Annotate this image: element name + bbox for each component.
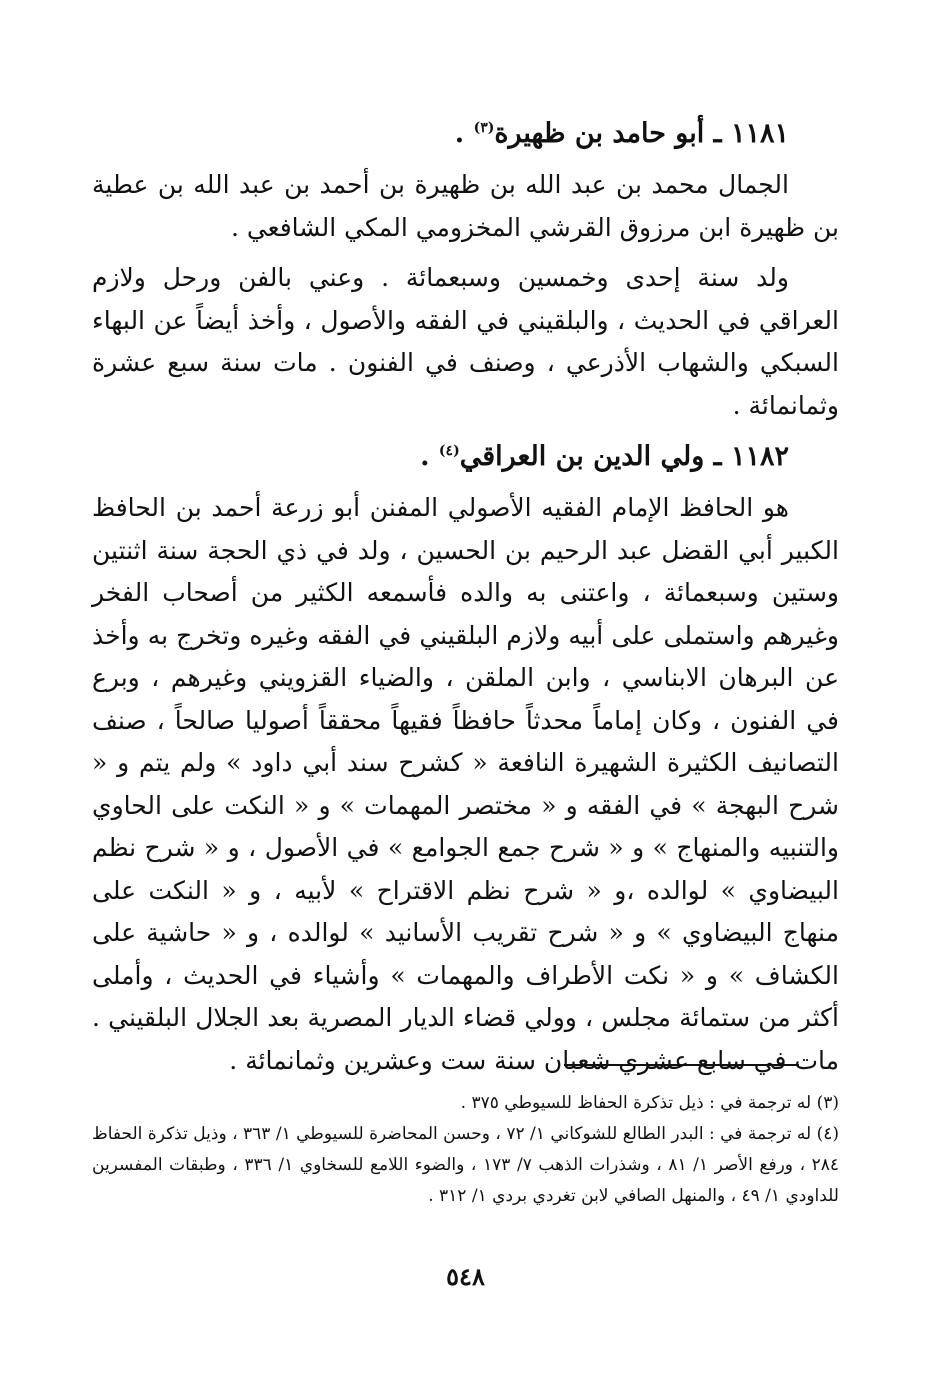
entry-paragraph: ولد سنة إحدى وخمسين وسبعمائة . وعني بالفن ورحل ولازم العراقي في الحديث ، والبلقيني في الفقه والأصول ، وأخذ أيضاً عن البهاء السبكي والشهاب الأذرعي ، وصنف في الفنون . مات سنة سبع عشرة وثمانمائة .: [92, 263, 839, 420]
main-text: [92, 112, 839, 1090]
entry-heading: [92, 112, 839, 156]
page-number: ٥٤٨: [446, 1262, 485, 1291]
footnote-ref: (٤): [438, 443, 460, 459]
footnote-divider: [564, 1064, 799, 1066]
footnotes: [92, 1088, 839, 1212]
heading-end: .: [420, 441, 439, 472]
footnote-ref: (٣): [473, 120, 495, 136]
entry-heading-text: ١١٨٢ ـ ولي الدين بن العراقي: [459, 441, 789, 472]
footnote: (٤) له ترجمة في : البدر الطالع للشوكاني ١/ ٧٢ ، وحسن المحاضرة للسيوطي ١/ ٣٦٣ ، وذيل تذكرة الحفاظ ٢٨٤ ، ورفع الأصر ١/ ٨١ ، وشذرات الذهب ٧/ ١٧٣ ، والضوء اللامع للسخاوي ١/ ٣٣٦ ، وطبقات المفسرين للداودي ١/ ٤٩ ، والمنهل الصافي لابن تغردي بردي ١/ ٣١٢ .: [92, 1124, 840, 1206]
footnote: (٣) له ترجمة في : ذيل تذكرة الحفاظ للسيوطي ٣٧٥ .: [460, 1093, 839, 1113]
entry-heading: [92, 435, 839, 479]
entry-heading-text: ١١٨١ ـ أبو حامد بن ظهيرة: [494, 118, 789, 149]
entry-paragraph: هو الحافظ الإمام الفقيه الأصولي المفنن أبو زرعة أحمد بن الحافظ الكبير أبي القضل عبد الرحيم بن الحسين ، ولد في ذي الحجة سنة اثنتين وستين وسبعمائة ، واعتنى به والده فأسمعه الكثير من أصحاب الفخر وغيرهم واستملى على أبيه ولازم البلقيني في الفقه وغيره وتخرج به وأخذ عن البرهان الابناسي ، وابن الملقن ، والضياء القزويني وغيرهم ، وبرع في الفنون ، وكان إماماً محدثاً حافظاً فقيهاً محققاً أصوليا صالحاً ، صنف التصانيف الكثيرة الشهيرة النافعة « كشرح سند أبي داود » ولم يتم و « شرح البهجة » في الفقه و « مختصر المهمات » و « النكت على الحاوي والتنبيه والمنهاج » و « شرح جمع الجوامع » في الأصول ، و « شرح نظم البيضاوي » لوالده ،و « شرح نظم الاقتراح » لأبيه ، و « النكت على منهاج البيضاوي » و « شرح تقريب الأسانيد » لوالده ، و « حاشية على الكشاف » و « نكت الأطراف والمهمات » وأشياء في الحديث ، وأملى أكثر من ستمائة مجلس ، وولي قضاء الديار المصرية بعد الجلال البلقيني . مات في سابع عشري شعبان سنة ست وعشرين وثمانمائة .: [92, 493, 839, 1075]
heading-end: .: [454, 118, 474, 149]
entry-paragraph: الجمال محمد بن عبد الله بن ظهيرة بن أحمد بن عبد الله بن عطية بن ظهيرة ابن مرزوق القرشي المخزومي المكي الشافعي .: [92, 170, 839, 242]
